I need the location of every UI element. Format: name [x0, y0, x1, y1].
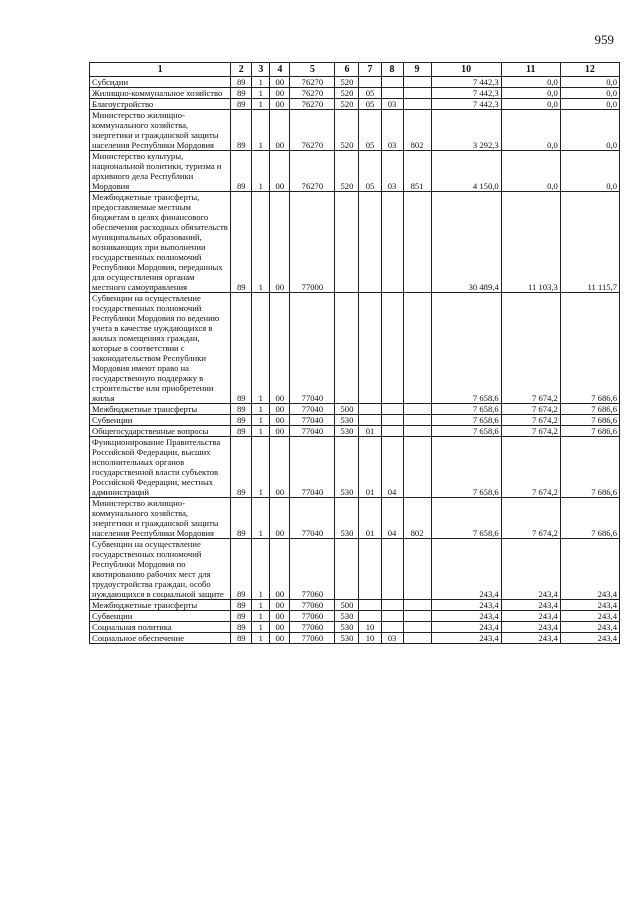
code-4: 00: [270, 498, 290, 539]
row-name: Социальная политика: [90, 622, 231, 633]
code-4: 00: [270, 600, 290, 611]
code-4: 00: [270, 88, 290, 99]
code-8: [381, 77, 403, 88]
value-10: 7 658,6: [431, 293, 501, 404]
code-3: 1: [252, 611, 270, 622]
code-9: [403, 293, 431, 404]
code-2: 89: [231, 88, 252, 99]
code-3: 1: [252, 426, 270, 437]
value-12: 7 686,6: [560, 415, 619, 426]
value-11: 243,4: [501, 539, 560, 600]
table-row: [90, 611, 620, 622]
code-5: 77000: [290, 192, 335, 293]
code-4: 00: [270, 293, 290, 404]
code-6: [335, 293, 359, 404]
value-10: 243,4: [431, 633, 501, 644]
row-name: Министерство жилищно-коммунального хозяйства, энергетики и гражданской защиты населения Республики Мордовия: [90, 498, 231, 539]
code-8: 04: [381, 498, 403, 539]
row-name: Министерство жилищно-коммунального хозяйства, энергетики и гражданской защиты населения Республики Мордовия: [90, 110, 231, 151]
table-row: [90, 293, 620, 404]
code-9: [403, 633, 431, 644]
col-header-3: 3: [252, 63, 270, 77]
value-12: 0,0: [560, 110, 619, 151]
value-12: 7 686,6: [560, 293, 619, 404]
table-row: [90, 437, 620, 498]
col-header-12: 12: [560, 63, 619, 77]
code-7: 10: [359, 633, 381, 644]
col-header-9: 9: [403, 63, 431, 77]
code-2: 89: [231, 600, 252, 611]
value-12: 7 686,6: [560, 426, 619, 437]
code-2: 89: [231, 192, 252, 293]
row-name: Социальное обеспечение: [90, 633, 231, 644]
code-7: 05: [359, 151, 381, 192]
col-header-2: 2: [231, 63, 252, 77]
code-5: 77040: [290, 415, 335, 426]
code-4: 00: [270, 539, 290, 600]
col-header-1: 1: [90, 63, 231, 77]
code-6: 520: [335, 77, 359, 88]
code-8: 03: [381, 633, 403, 644]
code-8: [381, 293, 403, 404]
code-8: [381, 611, 403, 622]
code-9: [403, 88, 431, 99]
code-6: 500: [335, 600, 359, 611]
col-header-5: 5: [290, 63, 335, 77]
table-row: [90, 622, 620, 633]
table-row: [90, 151, 620, 192]
code-5: 77060: [290, 633, 335, 644]
value-10: 7 658,6: [431, 498, 501, 539]
col-header-6: 6: [335, 63, 359, 77]
code-9: [403, 415, 431, 426]
value-11: 0,0: [501, 151, 560, 192]
value-11: 11 103,3: [501, 192, 560, 293]
value-10: 7 442,3: [431, 99, 501, 110]
code-5: 77060: [290, 611, 335, 622]
code-8: [381, 415, 403, 426]
value-10: 7 658,6: [431, 404, 501, 415]
code-5: 77040: [290, 293, 335, 404]
value-12: 0,0: [560, 151, 619, 192]
code-9: [403, 600, 431, 611]
table-row: [90, 192, 620, 293]
code-4: 00: [270, 192, 290, 293]
code-2: 89: [231, 539, 252, 600]
code-6: 520: [335, 151, 359, 192]
code-3: 1: [252, 415, 270, 426]
code-9: [403, 77, 431, 88]
code-2: 89: [231, 498, 252, 539]
row-name: Жилищно-коммунальное хозяйство: [90, 88, 231, 99]
code-7: [359, 600, 381, 611]
code-8: 03: [381, 99, 403, 110]
code-7: [359, 415, 381, 426]
code-3: 1: [252, 622, 270, 633]
code-6: 530: [335, 415, 359, 426]
header-row: [90, 63, 620, 77]
code-7: 05: [359, 88, 381, 99]
table-row: [90, 498, 620, 539]
code-2: 89: [231, 611, 252, 622]
value-12: 243,4: [560, 611, 619, 622]
value-10: 243,4: [431, 611, 501, 622]
code-9: [403, 192, 431, 293]
value-11: 0,0: [501, 99, 560, 110]
code-3: 1: [252, 404, 270, 415]
value-11: 7 674,2: [501, 404, 560, 415]
code-7: 10: [359, 622, 381, 633]
table-row: [90, 404, 620, 415]
code-2: 89: [231, 110, 252, 151]
code-9: [403, 426, 431, 437]
value-11: 7 674,2: [501, 293, 560, 404]
code-6: 530: [335, 426, 359, 437]
code-6: [335, 192, 359, 293]
row-name: Субвенции: [90, 415, 231, 426]
code-3: 1: [252, 110, 270, 151]
value-12: 7 686,6: [560, 498, 619, 539]
code-9: 851: [403, 151, 431, 192]
code-4: 00: [270, 426, 290, 437]
code-6: 530: [335, 611, 359, 622]
code-7: [359, 539, 381, 600]
row-name: Межбюджетные трансферты: [90, 600, 231, 611]
code-6: 530: [335, 633, 359, 644]
value-10: 7 442,3: [431, 77, 501, 88]
table-row: [90, 426, 620, 437]
code-7: 01: [359, 437, 381, 498]
row-name: Министерство культуры, национальной политики, туризма и архивного дела Республики Мордовия: [90, 151, 231, 192]
code-6: 520: [335, 99, 359, 110]
code-3: 1: [252, 600, 270, 611]
value-12: 7 686,6: [560, 437, 619, 498]
code-4: 00: [270, 415, 290, 426]
row-name: Функционирование Правительства Российской Федерации, высших исполнительных органов государственной власти субъектов Российской Федерации, местных администраций: [90, 437, 231, 498]
table-row: [90, 88, 620, 99]
code-4: 00: [270, 437, 290, 498]
value-12: 243,4: [560, 600, 619, 611]
code-3: 1: [252, 539, 270, 600]
col-header-4: 4: [270, 63, 290, 77]
col-header-7: 7: [359, 63, 381, 77]
col-header-10: 10: [431, 63, 501, 77]
value-11: 0,0: [501, 77, 560, 88]
code-9: [403, 622, 431, 633]
code-6: 530: [335, 498, 359, 539]
value-12: 0,0: [560, 77, 619, 88]
budget-table: [89, 62, 620, 644]
code-3: 1: [252, 498, 270, 539]
row-name: Межбюджетные трансферты, предоставляемые местным бюджетам в целях финансового обеспечения расходных обязательств муниципальных образований, возникающих при выполнении государственных полномочий Республики Мордовия, переданных для осуществления органам местного самоуправления: [90, 192, 231, 293]
code-3: 1: [252, 88, 270, 99]
value-10: 3 292,3: [431, 110, 501, 151]
value-12: 0,0: [560, 99, 619, 110]
code-2: 89: [231, 426, 252, 437]
code-7: [359, 293, 381, 404]
code-3: 1: [252, 99, 270, 110]
code-9: [403, 611, 431, 622]
code-6: 520: [335, 110, 359, 151]
code-3: 1: [252, 437, 270, 498]
code-9: [403, 539, 431, 600]
code-7: 05: [359, 110, 381, 151]
value-11: 243,4: [501, 611, 560, 622]
row-name: Субвенции на осуществление государственных полномочий Республики Мордовия по квотированию рабочих мест для трудоустройства граждан, особо нуждающихся в социальной защите: [90, 539, 231, 600]
code-5: 77060: [290, 539, 335, 600]
value-10: 7 442,3: [431, 88, 501, 99]
code-4: 00: [270, 611, 290, 622]
code-4: 00: [270, 77, 290, 88]
value-11: 243,4: [501, 600, 560, 611]
code-8: [381, 539, 403, 600]
code-6: 530: [335, 437, 359, 498]
code-6: 520: [335, 88, 359, 99]
value-11: 7 674,2: [501, 426, 560, 437]
value-11: 243,4: [501, 633, 560, 644]
code-7: [359, 404, 381, 415]
value-10: 7 658,6: [431, 415, 501, 426]
code-5: 76270: [290, 110, 335, 151]
table-row: [90, 110, 620, 151]
value-12: 7 686,6: [560, 404, 619, 415]
code-3: 1: [252, 77, 270, 88]
table-row: [90, 633, 620, 644]
code-5: 77040: [290, 437, 335, 498]
code-5: 77040: [290, 498, 335, 539]
code-8: [381, 622, 403, 633]
value-12: 243,4: [560, 539, 619, 600]
code-4: 00: [270, 633, 290, 644]
value-11: 0,0: [501, 110, 560, 151]
value-10: 7 658,6: [431, 426, 501, 437]
code-3: 1: [252, 151, 270, 192]
code-4: 00: [270, 404, 290, 415]
value-12: 11 115,7: [560, 192, 619, 293]
value-12: 0,0: [560, 88, 619, 99]
table-row: [90, 600, 620, 611]
value-10: 4 150,0: [431, 151, 501, 192]
value-11: 0,0: [501, 88, 560, 99]
code-6: 530: [335, 622, 359, 633]
code-2: 89: [231, 622, 252, 633]
code-2: 89: [231, 437, 252, 498]
code-2: 89: [231, 77, 252, 88]
value-10: 243,4: [431, 600, 501, 611]
row-name: Общегосударственные вопросы: [90, 426, 231, 437]
row-name: Субсидии: [90, 77, 231, 88]
code-5: 76270: [290, 77, 335, 88]
row-name: Субвенции на осуществление государственных полномочий Республики Мордовия по ведению учета в качестве нуждающихся в жилых помещениях граждан, которые в соответствии с законодательством Республики Мордовия имеют право на государственную поддержку в строительстве или приобретении жилья: [90, 293, 231, 404]
code-6: 500: [335, 404, 359, 415]
code-8: 03: [381, 151, 403, 192]
code-5: 77060: [290, 622, 335, 633]
code-2: 89: [231, 99, 252, 110]
code-2: 89: [231, 293, 252, 404]
table-row: [90, 539, 620, 600]
code-5: 76270: [290, 99, 335, 110]
code-8: [381, 404, 403, 415]
code-8: [381, 88, 403, 99]
value-12: 243,4: [560, 633, 619, 644]
code-7: 01: [359, 426, 381, 437]
code-4: 00: [270, 110, 290, 151]
code-3: 1: [252, 192, 270, 293]
code-2: 89: [231, 151, 252, 192]
code-4: 00: [270, 99, 290, 110]
code-3: 1: [252, 633, 270, 644]
value-11: 7 674,2: [501, 498, 560, 539]
value-11: 243,4: [501, 622, 560, 633]
code-7: [359, 611, 381, 622]
code-2: 89: [231, 404, 252, 415]
code-5: 76270: [290, 151, 335, 192]
value-10: 243,4: [431, 539, 501, 600]
code-9: [403, 99, 431, 110]
value-11: 7 674,2: [501, 415, 560, 426]
code-9: [403, 404, 431, 415]
value-12: 243,4: [560, 622, 619, 633]
code-8: [381, 426, 403, 437]
value-11: 7 674,2: [501, 437, 560, 498]
code-8: 03: [381, 110, 403, 151]
code-4: 00: [270, 151, 290, 192]
code-5: 76270: [290, 88, 335, 99]
code-8: 04: [381, 437, 403, 498]
code-4: 00: [270, 622, 290, 633]
table-row: [90, 77, 620, 88]
code-7: [359, 77, 381, 88]
code-9: [403, 437, 431, 498]
table-row: [90, 99, 620, 110]
code-3: 1: [252, 293, 270, 404]
code-8: [381, 192, 403, 293]
col-header-8: 8: [381, 63, 403, 77]
table-row: [90, 415, 620, 426]
value-10: 243,4: [431, 622, 501, 633]
col-header-11: 11: [501, 63, 560, 77]
code-9: 802: [403, 110, 431, 151]
code-5: 77040: [290, 404, 335, 415]
code-9: 802: [403, 498, 431, 539]
row-name: Благоустройство: [90, 99, 231, 110]
code-2: 89: [231, 415, 252, 426]
row-name: Субвенции: [90, 611, 231, 622]
code-7: 05: [359, 99, 381, 110]
code-5: 77040: [290, 426, 335, 437]
value-10: 7 658,6: [431, 437, 501, 498]
code-8: [381, 600, 403, 611]
value-10: 30 489,4: [431, 192, 501, 293]
row-name: Межбюджетные трансферты: [90, 404, 231, 415]
code-2: 89: [231, 633, 252, 644]
code-7: [359, 192, 381, 293]
code-7: 01: [359, 498, 381, 539]
page-number: 959: [594, 32, 614, 47]
code-6: [335, 539, 359, 600]
code-5: 77060: [290, 600, 335, 611]
